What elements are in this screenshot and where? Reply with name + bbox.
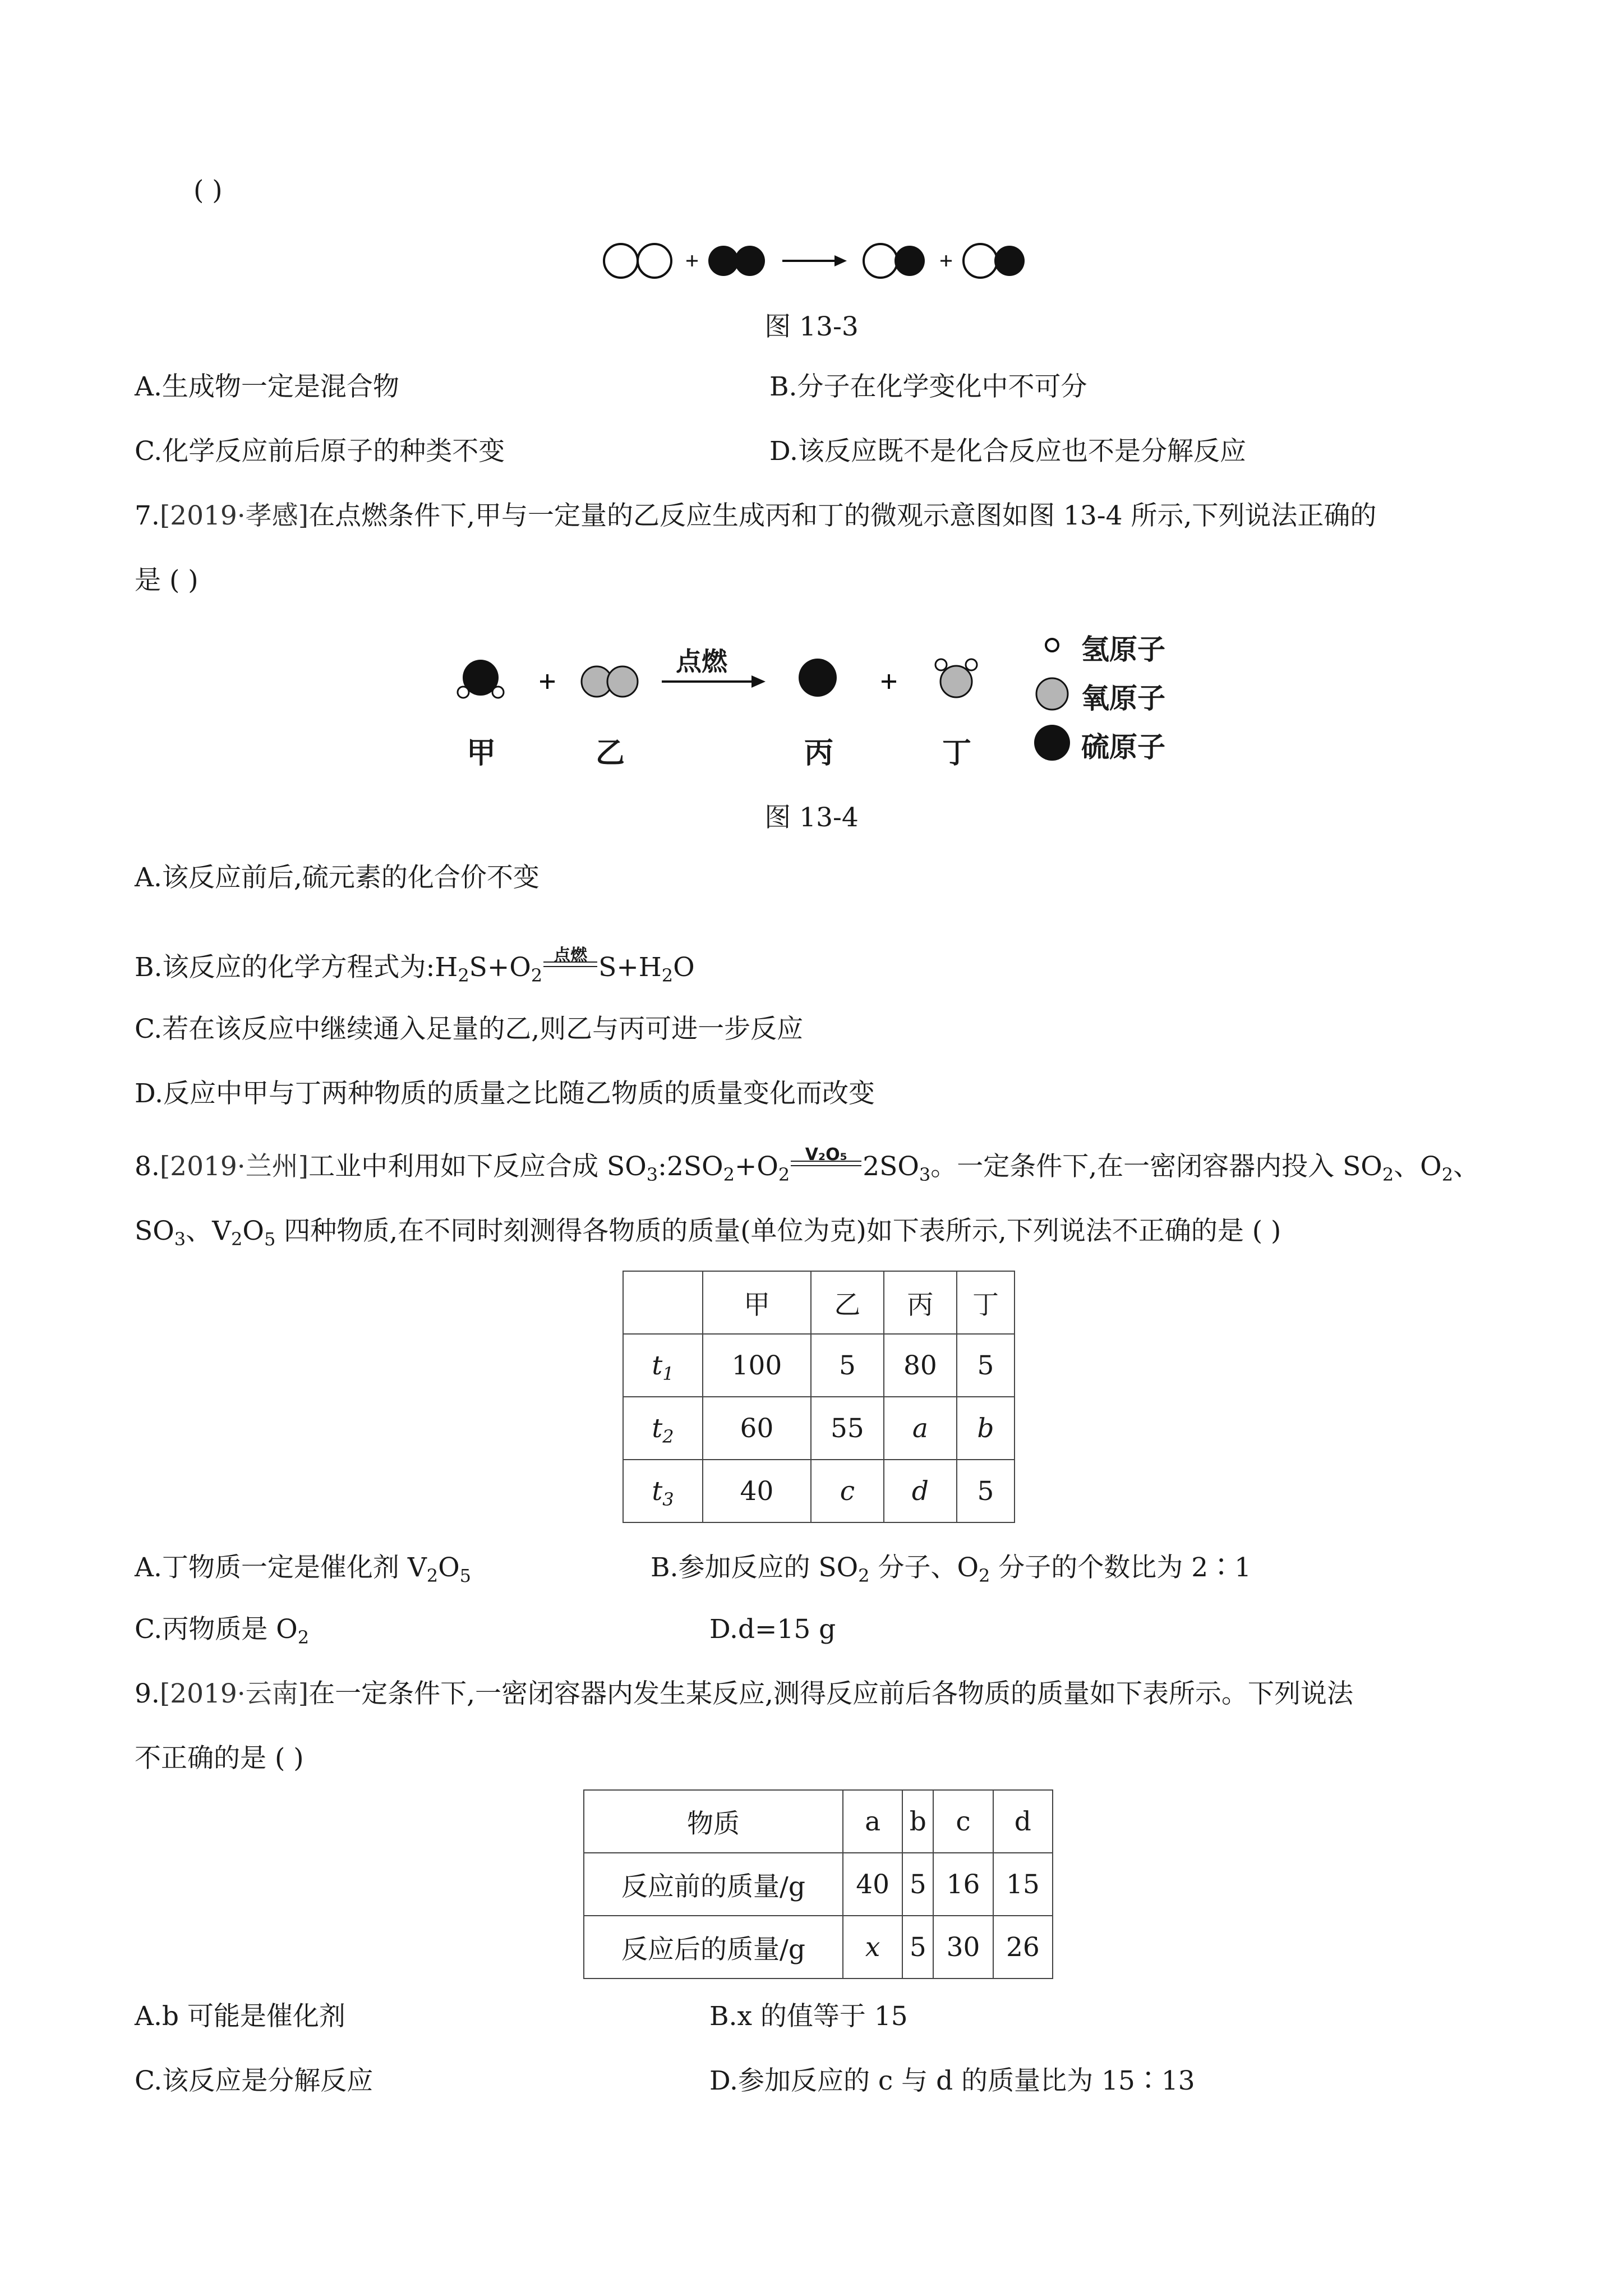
- q9-option-b: B.x 的值等于 15: [709, 2001, 908, 2032]
- q8-option-a: A.丁物质一定是催化剂 $V_2O_5$: [135, 1552, 472, 1586]
- q8-option-a-text: A.丁物质一定是催化剂 V: [135, 1552, 427, 1583]
- q9-stem-line-1: [135, 1677, 1353, 1711]
- table-header-cell: a: [843, 1790, 902, 1853]
- q8-option-c-text: C.丙物质是 O: [135, 1614, 298, 1645]
- table-row-label: $t_1$: [623, 1334, 703, 1397]
- table-row: [623, 1397, 1015, 1460]
- fig13-4-legend-oxygen-icon: [1036, 678, 1068, 710]
- fig13-4-molecule-ding-h2o: [935, 659, 977, 697]
- fig13-4-molecule-jia-h2s: [458, 660, 504, 698]
- fig13-3-product-2: [963, 244, 1025, 278]
- fig13-3-plus-1: [686, 255, 698, 266]
- q7-stem: 在点燃条件下,甲与一定量的乙反应生成丙和丁的微观示意图如图 13-4 所示,下列说法正确的: [308, 500, 1377, 531]
- table-row-label: $t_2$: [623, 1397, 703, 1460]
- fig13-3-reactant-2: [708, 246, 765, 276]
- table-row-label: 反应后的质量/g: [584, 1916, 843, 1978]
- fig13-4-label-bing: 丙: [804, 737, 834, 770]
- q9-option-d: D.参加反应的 c 与 d 的质量比为 15∶13: [709, 2065, 1195, 2096]
- table-cell: 40: [703, 1460, 811, 1522]
- q8-source: [2019·兰州]: [159, 1151, 309, 1182]
- fig13-3-plus-2: [940, 255, 952, 266]
- q9-stem-line-2: 不正确的是 ( ): [135, 1743, 304, 1774]
- fig13-4-molecule-bing-s: [799, 659, 837, 697]
- q9-data-table: [583, 1789, 1053, 1979]
- q6-answer-blank: ( ): [193, 175, 223, 206]
- table-header-cell: c: [933, 1790, 993, 1853]
- q8-stem-b: 。一定条件下,在一密闭容器内投入 SO: [930, 1151, 1382, 1182]
- fig13-4-condition: 点燃: [676, 646, 727, 677]
- table-cell: 5: [811, 1334, 884, 1397]
- fig13-4-legend-hydrogen: 氢原子: [1081, 633, 1165, 666]
- fig13-3-arrow: [782, 255, 847, 266]
- table-row-label: $t_3$: [623, 1460, 703, 1522]
- table-cell: x: [843, 1916, 902, 1978]
- q7-option-b: B.该反应的化学方程式为$:H_2S+O_2$ 点燃 $S+H_2O$: [135, 951, 695, 984]
- figure-13-4-caption: 图 13-4: [764, 802, 859, 833]
- table-cell: 26: [993, 1916, 1053, 1978]
- q6-option-c: C.化学反应前后原子的种类不变: [135, 436, 505, 467]
- q7-option-a: A.该反应前后,硫元素的化合价不变: [135, 862, 540, 893]
- table-cell: 5: [902, 1853, 933, 1916]
- table-cell: 55: [811, 1397, 884, 1460]
- q7-reaction-condition: [542, 946, 598, 981]
- table-row: [584, 1853, 1053, 1916]
- table-header-cell: b: [902, 1790, 933, 1853]
- table-cell: 100: [703, 1334, 811, 1397]
- table-cell: [623, 1271, 703, 1334]
- q6-option-a: A.生成物一定是混合物: [135, 371, 399, 402]
- q9-number: 9.: [135, 1678, 160, 1709]
- table-row: [623, 1271, 1015, 1334]
- q7-source: [2019·孝感]: [159, 500, 309, 531]
- q7-condition-text: 点燃: [554, 946, 588, 965]
- q7-number: 7.: [135, 500, 160, 531]
- table-header-cell: 乙: [811, 1271, 884, 1334]
- q8-reaction-condition: [790, 1145, 863, 1180]
- table-row-label: 反应前的质量/g: [584, 1853, 843, 1916]
- fig13-4-molecule-yi-o2: [582, 666, 638, 697]
- q8-number: 8.: [135, 1151, 160, 1182]
- q9-option-a: A.b 可能是催化剂: [135, 2001, 345, 2032]
- q7-option-c: C.若在该反应中继续通入足量的乙,则乙与丙可进一步反应: [135, 1014, 804, 1045]
- fig13-4-plus-2: [882, 674, 896, 689]
- fig13-4-legend-oxygen: 氧原子: [1081, 682, 1165, 715]
- q8-option-d: D.d=15 g: [709, 1614, 836, 1645]
- q6-option-b: B.分子在化学变化中不可分: [769, 371, 1087, 402]
- table-header-cell: 甲: [703, 1271, 811, 1334]
- q8-stem-a: 工业中利用如下反应合成 SO: [308, 1151, 647, 1182]
- table-header-cell: 丙: [884, 1271, 957, 1334]
- fig13-4-legend-sulfur: 硫原子: [1081, 731, 1165, 763]
- table-row: [623, 1460, 1015, 1522]
- table-row: [584, 1916, 1053, 1978]
- q7-stem-line-2: 是 ( ): [135, 565, 199, 596]
- q9-stem: 在一定条件下,一密闭容器内发生某反应,测得反应前后各物质的质量如下表所示。下列说法: [308, 1678, 1353, 1709]
- q8-stem-line-2: $SO_3$、$V_2O_5$ 四种物质,在不同时刻测得各物质的质量(单位为克)如下表所示,下列说法不正确的是 ( ): [135, 1216, 1281, 1250]
- q8-option-b-text: B.参加反应的 SO: [651, 1552, 859, 1583]
- q8-catalyst: V₂O₅: [805, 1145, 847, 1165]
- fig13-4-label-jia: 甲: [467, 737, 496, 770]
- q8-option-b: B.参加反应的 $SO_2$ 分子、$O_2$ 分子的个数比为 2∶1: [651, 1552, 1252, 1586]
- table-cell: 5: [957, 1334, 1015, 1397]
- fig13-4-legend-sulfur-icon: [1034, 725, 1070, 761]
- table-row: [584, 1790, 1053, 1853]
- table-cell: 15: [993, 1853, 1053, 1916]
- table-header-cell: 丁: [957, 1271, 1015, 1334]
- q6-option-d: D.该反应既不是化合反应也不是分解反应: [769, 436, 1246, 467]
- q8-stem-line-1: 8.[2019·兰州]工业中利用如下反应合成 $SO_3:2SO_2+O_2$ V₂O₅ $2SO_3$。一定条件下,在一密闭容器内投入 $SO_2$、$O_2$、: [135, 1150, 1479, 1184]
- table-cell: 5: [902, 1916, 933, 1978]
- table-cell: 30: [933, 1916, 993, 1978]
- fig13-4-label-ding: 丁: [942, 737, 972, 770]
- fig13-4-label-yi: 乙: [596, 737, 625, 770]
- fig13-4-legend-hydrogen-icon: [1046, 639, 1058, 651]
- q8-stem-line-2-text: 四种物质,在不同时刻测得各物质的质量(单位为克)如下表所示,下列说法不正确的是 ( ): [284, 1216, 1281, 1246]
- q7-option-b-prefix: B.该反应的化学方程式为:H: [135, 952, 458, 983]
- q8-data-table: [623, 1271, 1015, 1523]
- q9-source: [2019·云南]: [159, 1678, 309, 1709]
- fig13-4-plus-1: [540, 674, 555, 689]
- q8-option-c: C.丙物质是 $O_2$: [135, 1614, 310, 1648]
- figure-13-3-caption: 图 13-3: [764, 311, 859, 342]
- q9-option-c: C.该反应是分解反应: [135, 2065, 374, 2096]
- q7-stem-line-1: [135, 499, 1376, 533]
- table-row: [623, 1334, 1015, 1397]
- table-cell: 40: [843, 1853, 902, 1916]
- table-cell: 5: [957, 1460, 1015, 1522]
- q7-option-d: D.反应中甲与丁两种物质的质量之比随乙物质的质量变化而改变: [135, 1078, 875, 1109]
- table-cell: c: [811, 1460, 884, 1522]
- fig13-3-reactant-1: [604, 244, 671, 278]
- table-header-cell: 物质: [584, 1790, 843, 1853]
- fig13-3-product-1: [864, 244, 925, 278]
- table-cell: 80: [884, 1334, 957, 1397]
- table-cell: a: [884, 1397, 957, 1460]
- table-cell: b: [957, 1397, 1015, 1460]
- table-header-cell: d: [993, 1790, 1053, 1853]
- table-cell: 60: [703, 1397, 811, 1460]
- table-cell: 16: [933, 1853, 993, 1916]
- table-cell: d: [884, 1460, 957, 1522]
